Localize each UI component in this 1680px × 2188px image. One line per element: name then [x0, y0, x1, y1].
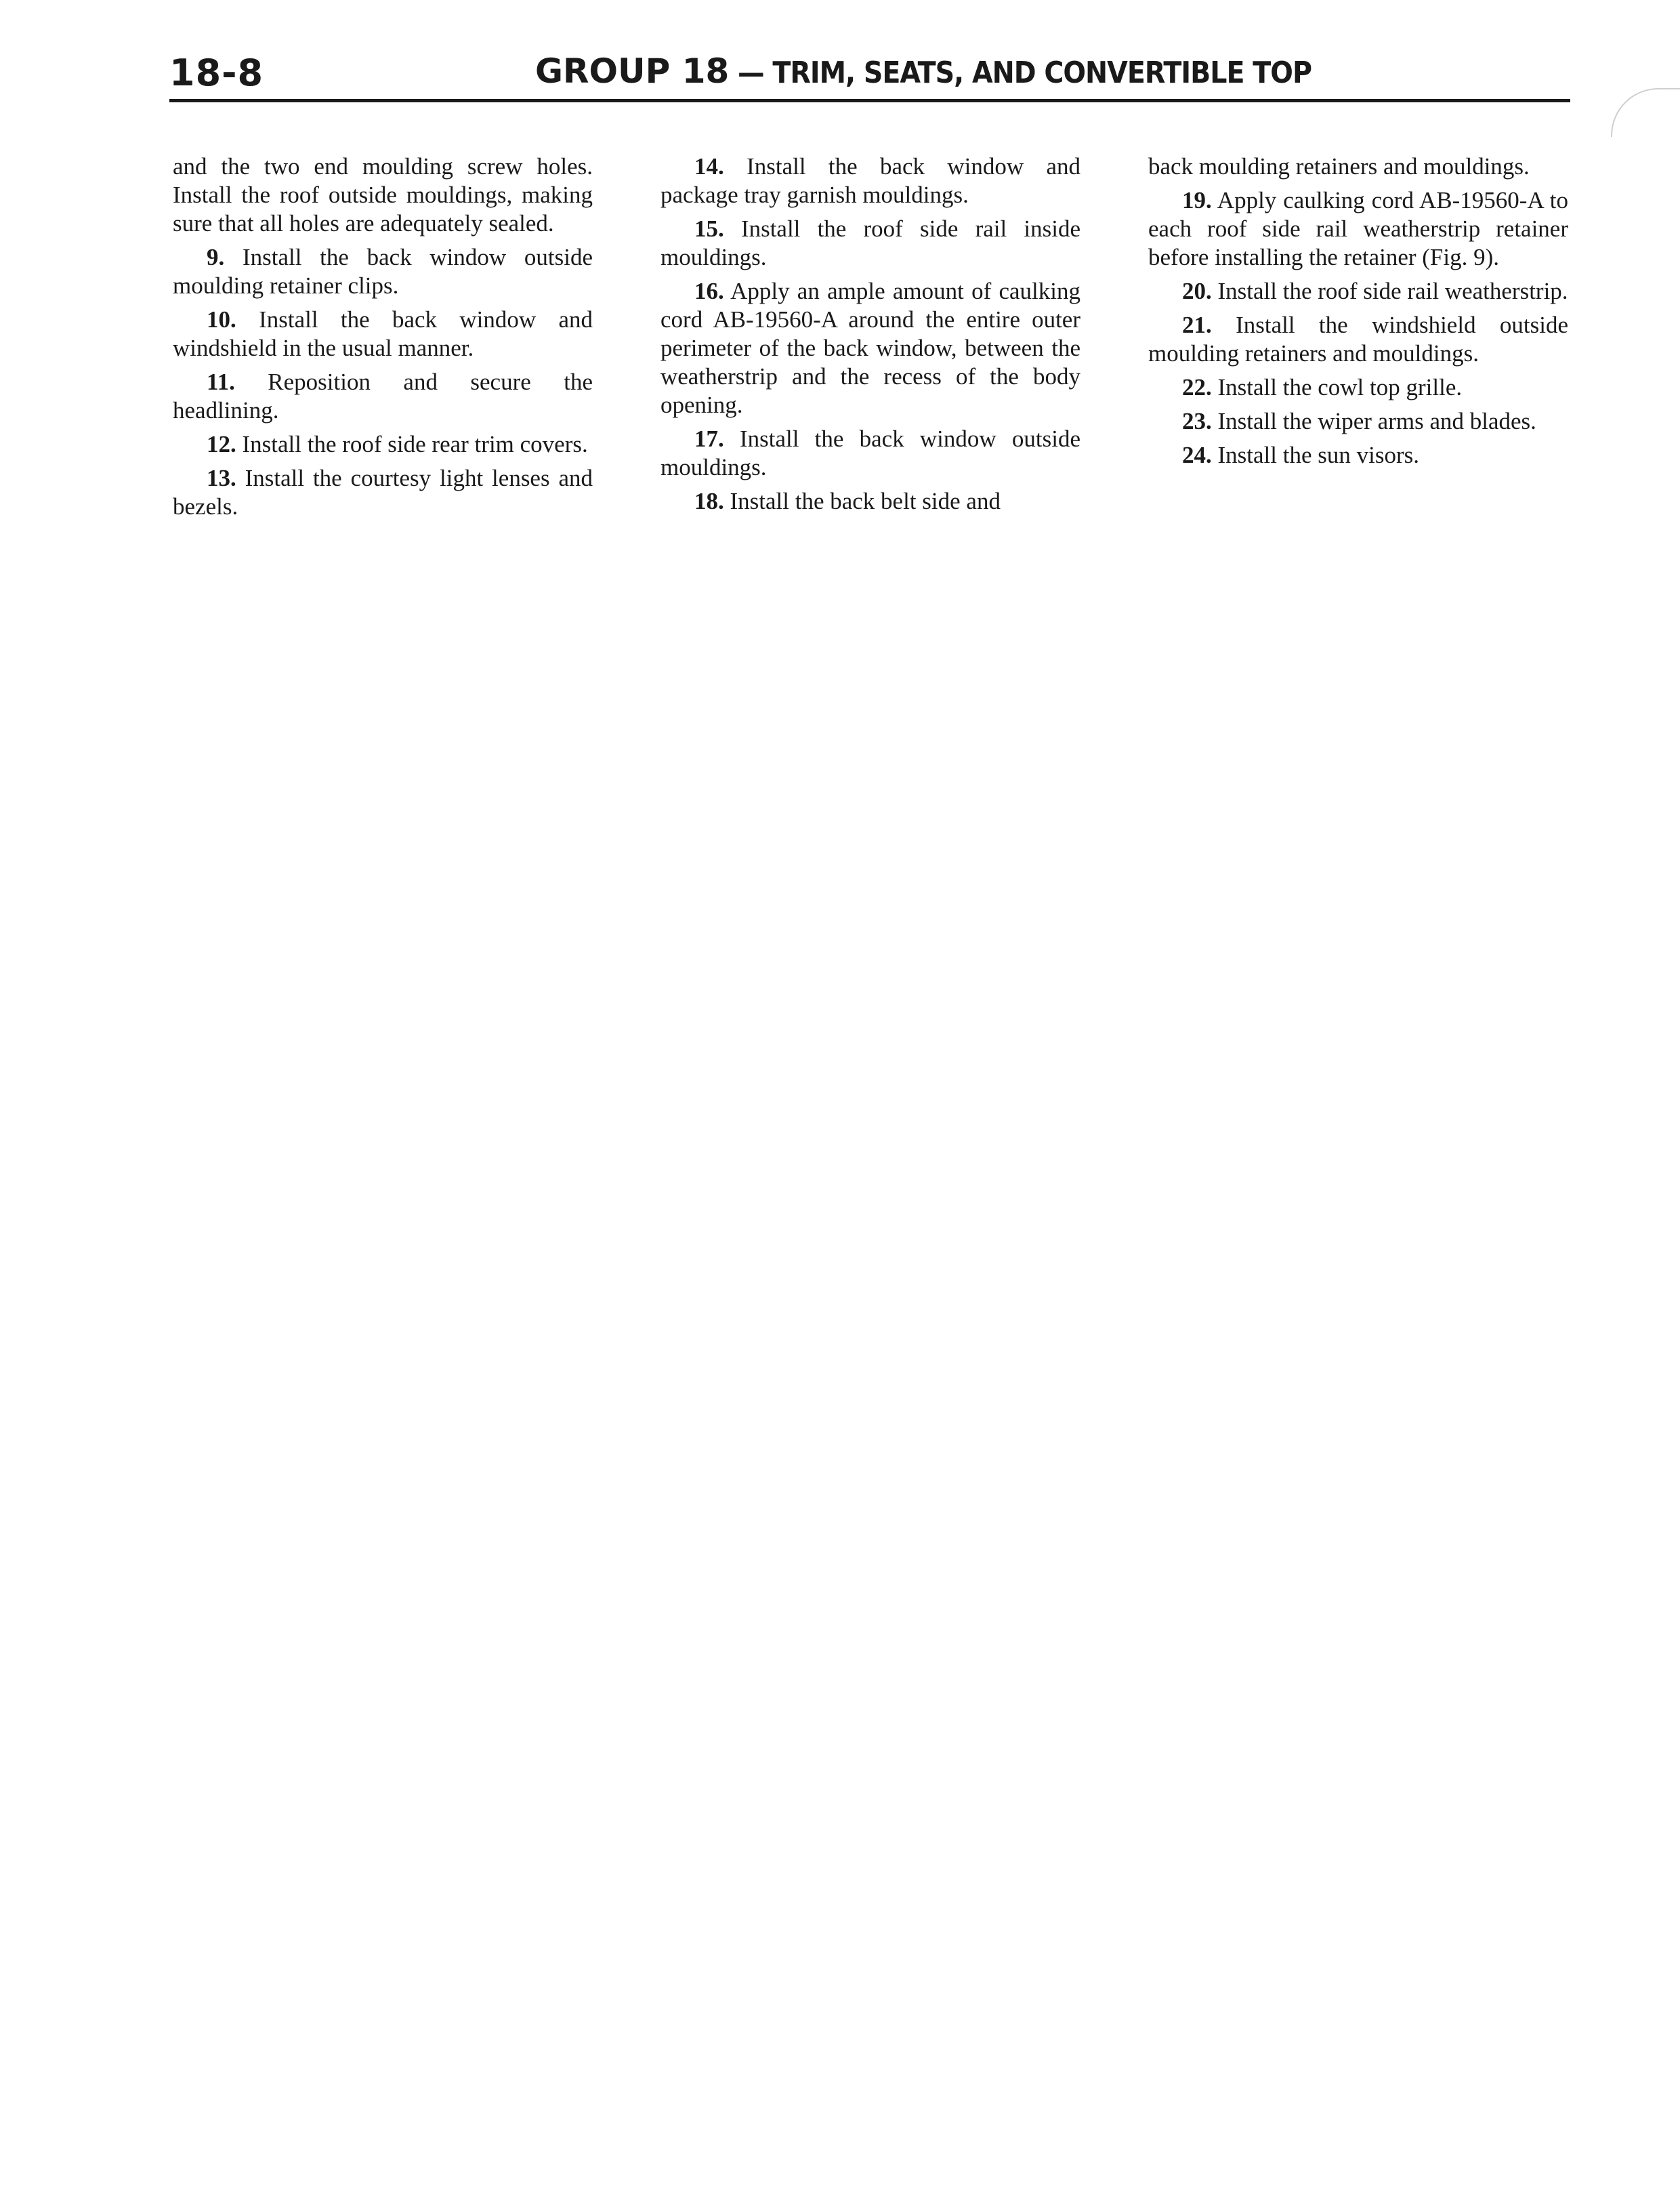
paragraph	[173, 464, 593, 521]
paragraph	[660, 215, 1080, 272]
paragraph	[173, 152, 593, 238]
step-number: 9.	[207, 244, 225, 270]
paragraph	[660, 487, 1080, 516]
step-number: 24.	[1182, 442, 1212, 468]
group-title	[535, 51, 1311, 91]
text-column-1	[173, 152, 593, 527]
step-text: Reposition and secure the headlining.	[173, 369, 593, 424]
page-number: 18-8	[169, 51, 264, 94]
step-text: Install the back belt side and	[723, 488, 1001, 514]
step-number: 23.	[1182, 408, 1212, 434]
step-text: Install the sun visors.	[1211, 442, 1419, 468]
step-number: 12.	[207, 431, 236, 457]
step-number: 14.	[694, 153, 724, 180]
paragraph	[1148, 373, 1568, 402]
step-text: Install the roof side rear trim covers.	[236, 431, 588, 457]
group-subject: TRIM, SEATS, AND CONVERTIBLE TOP	[772, 56, 1311, 90]
step-text: Apply caulking cord AB-19560-A to each roof side rail weatherstrip retainer before installing the retainer (Fig. 9).	[1148, 187, 1568, 270]
paragraph	[173, 430, 593, 459]
step-text: Install the roof side rail inside mouldings.	[660, 215, 1080, 270]
text-column-3	[1148, 152, 1568, 475]
header-rule	[169, 99, 1570, 102]
paragraph	[660, 425, 1080, 482]
paragraph	[1148, 152, 1568, 181]
step-number: 22.	[1182, 374, 1212, 400]
group-prefix: GROUP 18	[535, 51, 730, 91]
corner-mark	[1611, 88, 1680, 137]
paragraph	[1148, 186, 1568, 272]
paragraph	[660, 277, 1080, 419]
step-number: 16.	[694, 278, 724, 304]
paragraph	[173, 243, 593, 300]
step-number: 11.	[207, 369, 235, 395]
step-text: Install the wiper arms and blades.	[1211, 408, 1536, 434]
paragraph	[173, 306, 593, 363]
step-text: and the two end moulding screw holes. Install the roof outside mouldings, making sure that all holes are adequately sealed.	[173, 153, 593, 236]
step-number: 18.	[694, 488, 724, 514]
paragraph	[660, 152, 1080, 209]
paragraph	[173, 368, 593, 425]
step-number: 19.	[1182, 187, 1212, 213]
step-number: 20.	[1182, 278, 1212, 304]
step-text: Install the windshield outside moulding retainers and mouldings.	[1148, 312, 1568, 367]
page-header	[169, 47, 1572, 102]
step-number: 10.	[207, 306, 236, 333]
step-text: Install the roof side rail weatherstrip.	[1211, 278, 1568, 304]
step-text: Install the back window outside moulding retainer clips.	[173, 244, 593, 299]
paragraph	[1148, 407, 1568, 436]
step-text: Install the courtesy light lenses and bezels.	[173, 465, 593, 520]
step-text: Install the back window and windshield in the usual manner.	[173, 306, 593, 361]
group-dash: —	[729, 56, 773, 90]
step-number: 17.	[694, 426, 724, 452]
paragraph	[1148, 311, 1568, 368]
step-text: Install the back window outside mouldings.	[660, 426, 1080, 480]
paragraph	[1148, 441, 1568, 470]
step-number: 15.	[694, 215, 724, 242]
text-column-2	[660, 152, 1080, 521]
step-text: Install the back window and package tray garnish mouldings.	[660, 153, 1080, 208]
step-text: Apply an ample amount of caulking cord AB-19560-A around the entire outer perimeter of the back window, between the weatherstrip and the recess of the body opening.	[660, 278, 1080, 418]
step-text: Install the cowl top grille.	[1211, 374, 1463, 400]
step-text: back moulding retainers and mouldings.	[1148, 153, 1530, 180]
step-number: 21.	[1182, 312, 1212, 338]
step-number: 13.	[207, 465, 236, 491]
paragraph	[1148, 277, 1568, 306]
